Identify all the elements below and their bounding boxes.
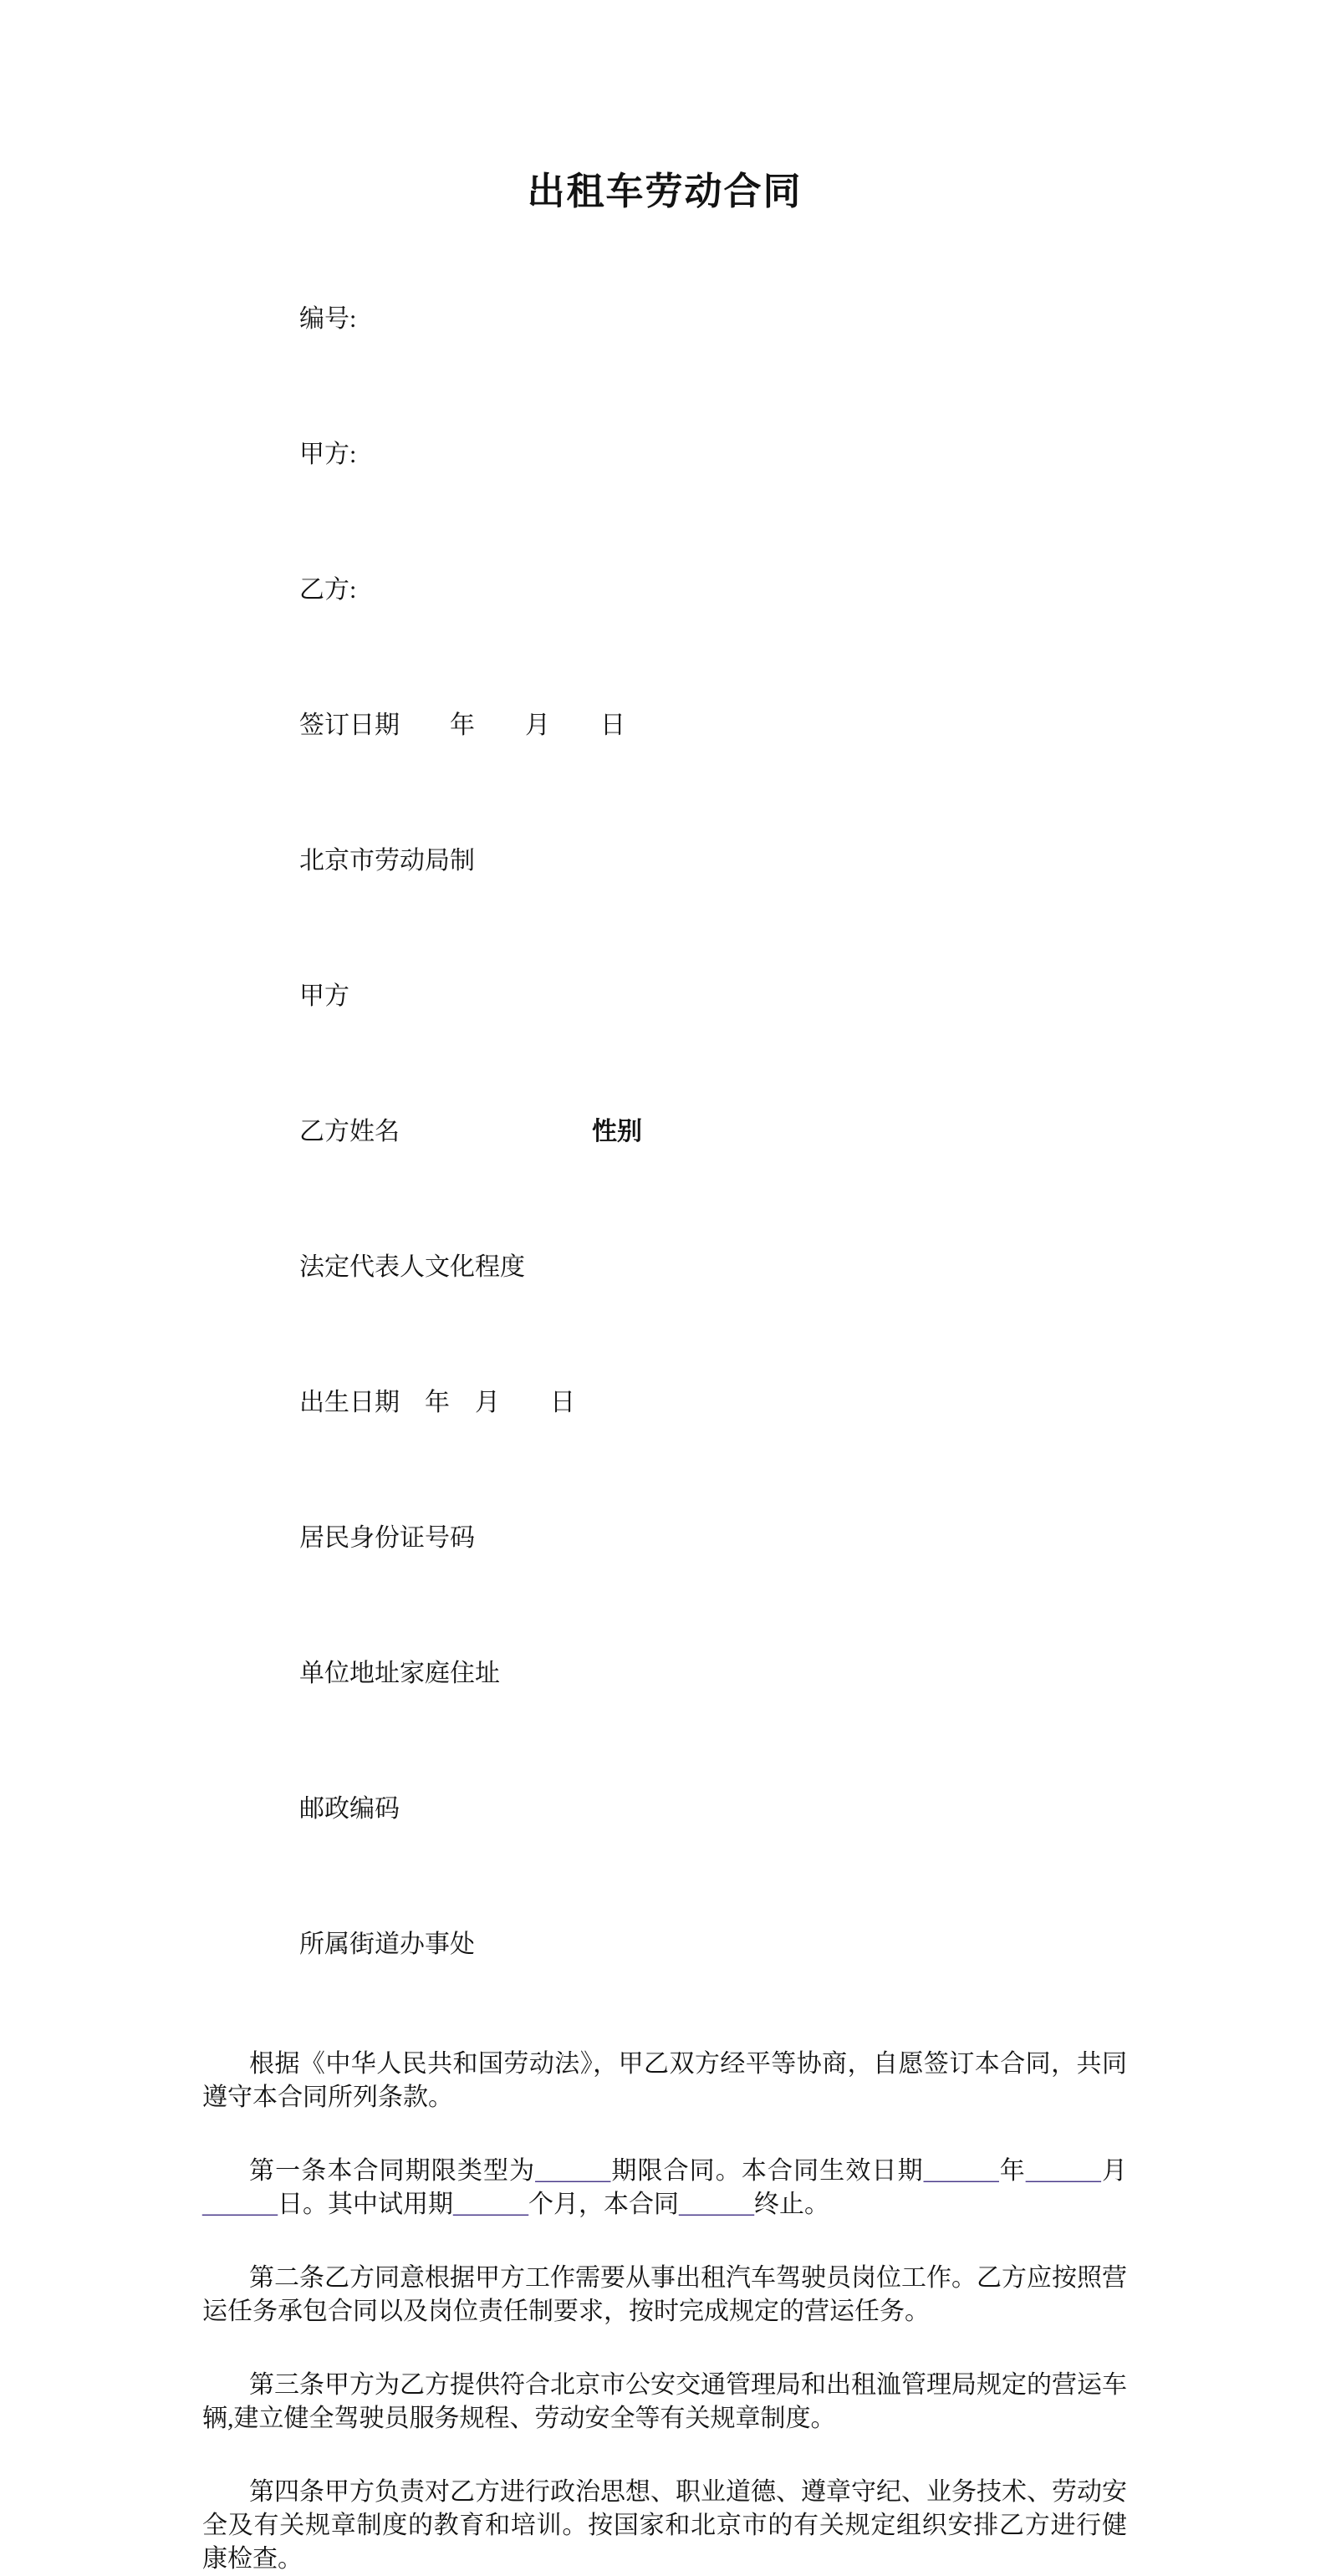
- contract-title: 出租车劳动合同: [527, 171, 803, 212]
- contract-body: [202, 2048, 1127, 2576]
- field-address: [202, 1624, 1127, 1724]
- field-party-a-label: 甲方:: [299, 441, 357, 468]
- field-address-label: 单位地址家庭住址: [299, 1660, 500, 1687]
- field-issuer-label: 北京市劳动局制: [299, 847, 475, 875]
- field-party-b-label: 乙方:: [299, 576, 357, 604]
- clause-2-text: 第二条乙方同意根据甲方工作需要从事出租汽车驾驶员岗位工作。乙方应按照营运任务承包合同以及岗位责任制要求，按时完成规定的营运任务。: [202, 2264, 1127, 2325]
- field-signing-date: [202, 676, 1127, 776]
- field-legal-rep-education: [202, 1217, 1127, 1318]
- field-party-a-plain-label: 甲方: [299, 982, 349, 1010]
- clause-1-text-7: 终止。: [754, 2191, 829, 2218]
- field-id-number-label: 居民身份证号码: [299, 1524, 475, 1552]
- clause-1-text-1: 第一条本合同期限类型为: [249, 2157, 536, 2185]
- field-contract-number: [202, 269, 1127, 370]
- paragraph-preamble-text: 根据《中华人民共和国劳动法》，甲乙双方经平等协商，自愿签订本合同，共同遵守本合同所列条款。: [202, 2050, 1127, 2111]
- field-postal-code: [202, 1759, 1127, 1859]
- paragraph-clause-3: [202, 2369, 1127, 2436]
- field-gender-label: 性别: [592, 1118, 642, 1145]
- clause-4-text: 第四条甲方负责对乙方进行政治思想、职业道德、遵章守纪、业务技术、劳动安全及有关规章制度的教育和培训。按国家和北京市的有关规定组织安排乙方进行健康检查。: [202, 2478, 1127, 2573]
- field-legal-rep-education-label: 法定代表人文化程度: [299, 1253, 525, 1281]
- field-id-number: [202, 1488, 1127, 1589]
- paragraph-clause-4: [202, 2476, 1127, 2576]
- field-birth-date: [202, 1353, 1127, 1453]
- field-street-office-label: 所属街道办事处: [299, 1931, 475, 1958]
- field-party-a-colon: [202, 405, 1127, 505]
- paragraph-clause-2: [202, 2262, 1127, 2329]
- clause-1-text-5: 日。其中试用期: [278, 2191, 453, 2218]
- clause-1-text-4: 月: [1100, 2157, 1128, 2185]
- clause-1-blank-2: ______: [923, 2157, 999, 2185]
- clause-1-blank-5: ______: [453, 2191, 528, 2218]
- field-street-office: [202, 1895, 1127, 1995]
- field-birth-date-label: 出生日期 年 月 日: [299, 1389, 575, 1416]
- paragraph-preamble: [202, 2048, 1127, 2114]
- field-party-a: [202, 946, 1127, 1047]
- field-party-b-name-gender: [202, 1082, 1127, 1182]
- clause-1-blank-6: ______: [679, 2191, 754, 2218]
- clause-1-blank-4: ______: [202, 2191, 278, 2218]
- clause-1-blank-3: ______: [1025, 2157, 1101, 2185]
- header-fields: [202, 269, 1127, 1995]
- field-contract-number-label: 编号:: [299, 305, 357, 333]
- text-block: [202, 0, 1127, 2576]
- clause-1-blank-1: ______: [535, 2157, 611, 2185]
- paragraph-clause-1: [202, 2155, 1127, 2221]
- field-issuer: [202, 811, 1127, 911]
- field-party-b-colon: [202, 540, 1127, 640]
- clause-1-text-6: 个月，本合同: [528, 2191, 679, 2218]
- field-party-b-name-label: 乙方姓名: [299, 1118, 400, 1145]
- clause-1-text-2: 期限合同。本合同生效日期: [610, 2157, 924, 2185]
- clause-1-text-3: 年: [998, 2157, 1026, 2185]
- field-postal-code-label: 邮政编码: [299, 1795, 400, 1823]
- clause-3-text: 第三条甲方为乙方提供符合北京市公安交通管理局和出租洫管理局规定的营运车辆,建立健全驾驶员服务规程、劳动安全等有关规章制度。: [202, 2371, 1127, 2432]
- field-signing-date-label: 签订日期 年 月 日: [299, 712, 625, 739]
